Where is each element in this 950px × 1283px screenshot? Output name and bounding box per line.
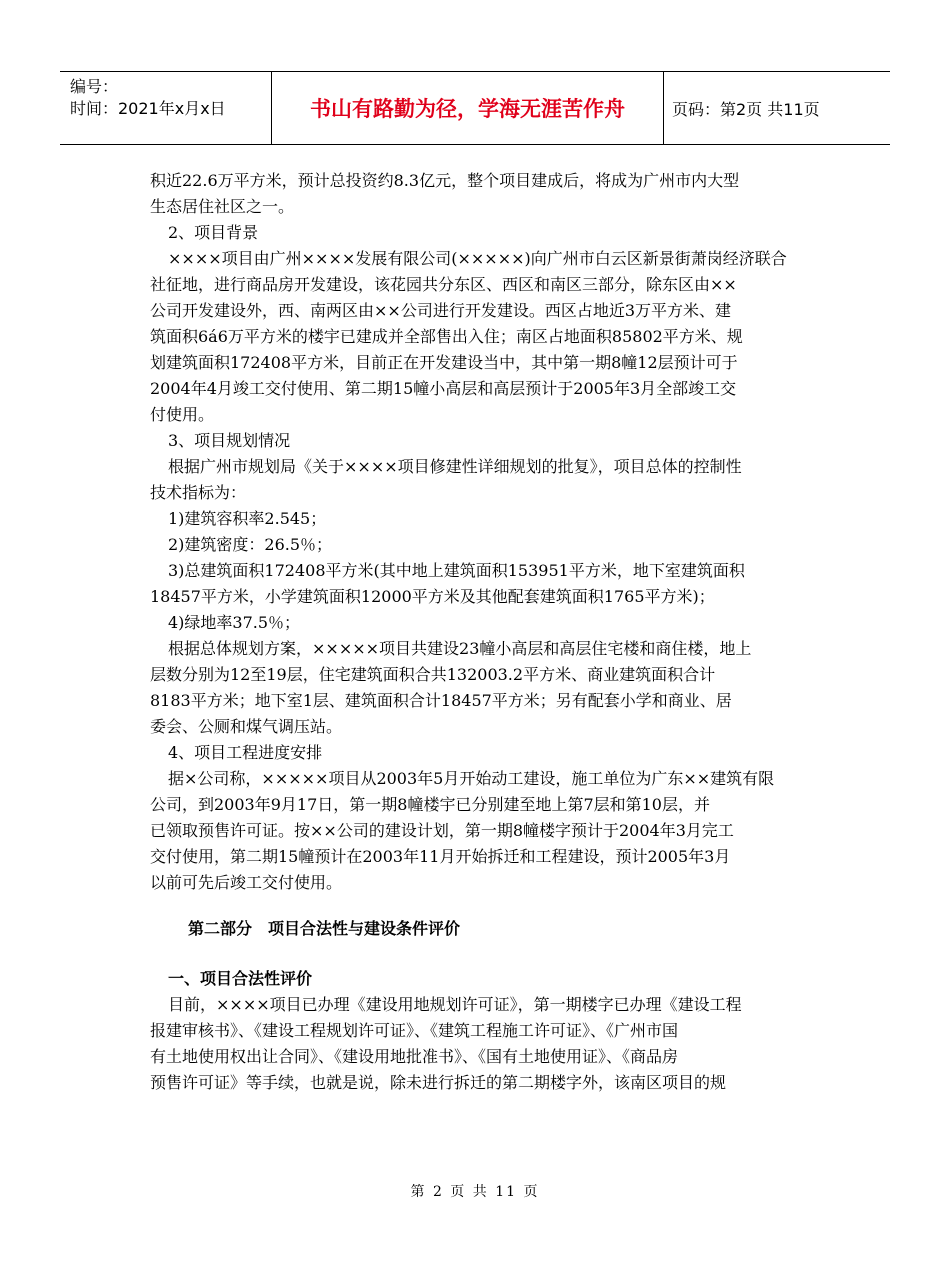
text-line: 筑面积6á6万平方米的楼宇已建成并全部售出入住；南区占地面积85802平方米、规	[150, 327, 743, 346]
text-line: 根据广州市规划局《关于××××项目修建性详细规划的批复》，项目总体的控制性	[168, 457, 742, 476]
text-line: 划建筑面积172408平方米，目前正在开发建设当中，其中第一期8幢12层预计可于	[150, 353, 738, 372]
text-line: 目前，××××项目已办理《建设用地规划许可证》，第一期楼字已办理《建设工程	[168, 995, 742, 1014]
text-line: 公司，到2003年9月17日，第一期8幢楼宇已分别建至地上第7层和第10层，并	[150, 795, 710, 814]
page-footer: 第 2 页 共 11 页	[410, 1184, 540, 1200]
text-line: 2004年4月竣工交付使用、第二期15幢小高层和高层预计于2005年3月全部竣工交	[150, 379, 737, 398]
text-line: 报建审核书》、《建设工程规划许可证》、《建筑工程施工许可证》、《广州市国	[150, 1021, 679, 1040]
text-line: 有土地使用权出让合同》、《建设用地批准书》、《国有土地使用证》、《商品房	[150, 1047, 679, 1066]
text-line: 公司开发建设外，西、南两区由××公司进行开发建设。西区占地近3万平方米、建	[150, 301, 731, 320]
text-line: 根据总体规划方案，×××××项目共建设23幢小高层和高层住宅楼和商住楼，地上	[168, 639, 752, 658]
number-label: 编号：	[70, 77, 119, 96]
header-motto: 书山有路勤为径，学海无涯苦作舟	[272, 72, 664, 144]
part-two-heading: 第二部分 项目合法性与建设条件评价	[188, 919, 461, 938]
list-item: 4)绿地率37.5％；	[168, 613, 301, 632]
text-line: 8183平方米；地下室1层、建筑面积合计18457平方米；另有配套小学和商业、居	[150, 691, 732, 710]
text-line: 据×公司称，×××××项目从2003年5月开始动工建设，施工单位为广东××建筑有限	[168, 769, 775, 788]
text-line: 以前可先后竣工交付使用。	[150, 873, 343, 892]
header-page-number: 页码：第2页 共11页	[672, 99, 820, 119]
legality-heading: 一、项目合法性评价	[168, 969, 313, 988]
document-body	[150, 168, 800, 1096]
text-line: 18457平方米，小学建筑面积12000平方米及其他配套建筑面积1765平方米)；	[150, 587, 715, 606]
text-line: 交付使用，第二期15幢预计在2003年11月开始拆迁和工程建设，预计2005年3月	[150, 847, 731, 866]
section-heading-schedule: 4、项目工程进度安排	[168, 743, 323, 762]
header-info-cell	[60, 72, 272, 144]
time-label: 时间：2021年x月x日	[70, 99, 226, 118]
text-line: 层数分别为12至19层，住宅建筑面积合共132003.2平方米、商业建筑面积合计	[150, 665, 716, 684]
text-line: 付使用。	[150, 405, 215, 424]
list-item: 2)建筑密度：26.5％；	[168, 535, 333, 554]
text-line: 社征地，进行商品房开发建设，该花园共分东区、西区和南区三部分，除东区由××	[150, 275, 737, 294]
text-line: 技术指标为：	[150, 483, 247, 502]
page-header	[60, 71, 890, 145]
list-item: 3)总建筑面积172408平方米(其中地上建筑面积153951平方米，地下室建筑面积	[168, 561, 745, 580]
list-item: 1)建筑容积率2.545；	[168, 509, 327, 528]
text-line: 生态居住社区之一。	[150, 197, 295, 216]
text-line: 已领取预售许可证。按××公司的建设计划，第一期8幢楼字预计于2004年3月完工	[150, 821, 734, 840]
text-line: 积近22.6万平方米，预计总投资约8.3亿元，整个项目建成后，将成为广州市内大型	[150, 171, 740, 190]
section-heading-background: 2、项目背景	[168, 223, 259, 242]
text-line: ××××项目由广州××××发展有限公司(×××××)向广州市白云区新景街萧岗经济联合	[168, 249, 787, 268]
text-line: 委会、公厕和煤气调压站。	[150, 717, 343, 736]
text-line: 预售许可证》等手续，也就是说，除未进行拆迁的第二期楼字外，该南区项目的规	[150, 1073, 727, 1092]
section-heading-planning: 3、项目规划情况	[168, 431, 291, 450]
